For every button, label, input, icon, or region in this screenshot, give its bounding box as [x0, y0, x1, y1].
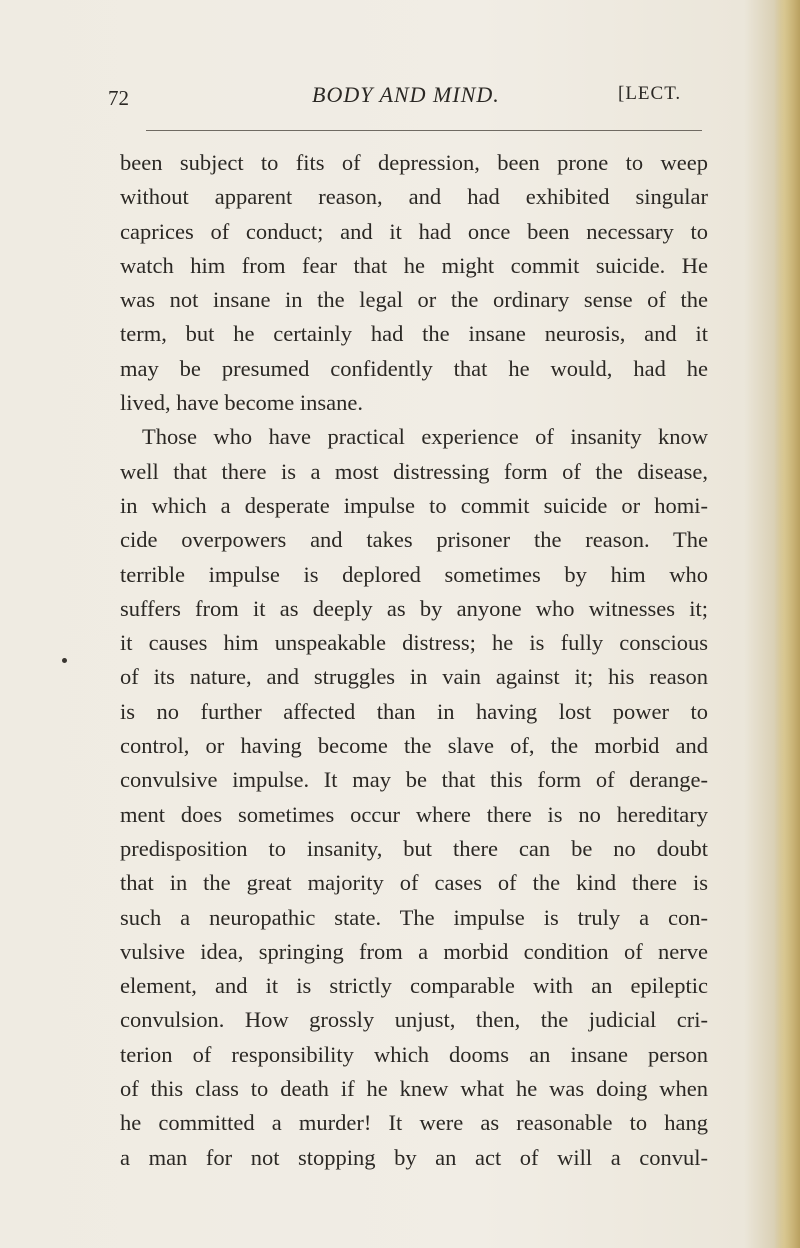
text-line: such a neuropathic state. The impulse is truly a con- [120, 904, 708, 930]
margin-mark [62, 658, 67, 663]
text-line: was not insane in the legal or the ordinary sense of the [120, 287, 708, 313]
text-line: that in the great majority of cases of the kind there is [120, 870, 708, 896]
body-text [120, 146, 708, 1175]
header-rule [146, 130, 702, 131]
page-edge [774, 0, 800, 1248]
text-line: lived, have become insane. [120, 390, 364, 416]
lecture-marker: [LECT. [618, 83, 682, 104]
text-line: of its nature, and struggles in vain against it; his reason [120, 664, 708, 690]
text-line: in which a desperate impulse to commit suicide or homi- [120, 492, 708, 518]
text-line: of this class to death if he knew what he was doing when [120, 1076, 708, 1102]
text-line: ment does sometimes occur where there is no hereditary [120, 801, 708, 827]
text-line: he committed a murder! It were as reasonable to hang [120, 1110, 708, 1136]
text-line: cide overpowers and takes prisoner the reason. The [120, 527, 708, 553]
text-line: suffers from it as deeply as by anyone who witnesses it; [120, 595, 708, 621]
text-line: well that there is a most distressing form of the disease, [120, 458, 708, 484]
text-line: terrible impulse is deplored sometimes by him who [120, 561, 708, 587]
text-line: without apparent reason, and had exhibited singular [120, 184, 708, 210]
text-line: watch him from fear that he might commit suicide. He [120, 252, 708, 278]
text-line: caprices of conduct; and it had once been necessary to [120, 218, 708, 244]
text-line: vulsive idea, springing from a morbid condition of nerve [120, 938, 708, 964]
text-line: it causes him unspeakable distress; he is fully conscious [120, 630, 708, 656]
text-line: term, but he certainly had the insane neurosis, and it [120, 321, 708, 347]
text-line: been subject to fits of depression, been prone to weep [120, 150, 708, 175]
text-line: predisposition to insanity, but there can be no doubt [120, 835, 708, 861]
text-line: Those who have practical experience of insanity know [142, 424, 708, 450]
text-line: may be presumed confidently that he would, had he [120, 355, 708, 381]
running-head [108, 82, 708, 122]
page-number: 72 [108, 86, 129, 110]
text-line: terion of responsibility which dooms an insane person [120, 1041, 708, 1067]
text-line: is no further affected than in having lost power to [120, 698, 708, 724]
text-line: convulsive impulse. It may be that this form of derange- [120, 767, 708, 793]
text-line: element, and it is strictly comparable with an epileptic [120, 973, 708, 999]
text-line: convulsion. How grossly unjust, then, the judicial cri- [120, 1007, 708, 1033]
text-line: control, or having become the slave of, the morbid and [120, 733, 708, 759]
running-title: BODY AND MIND. [312, 82, 500, 107]
text-line: a man for not stopping by an act of will a convul- [120, 1144, 708, 1170]
